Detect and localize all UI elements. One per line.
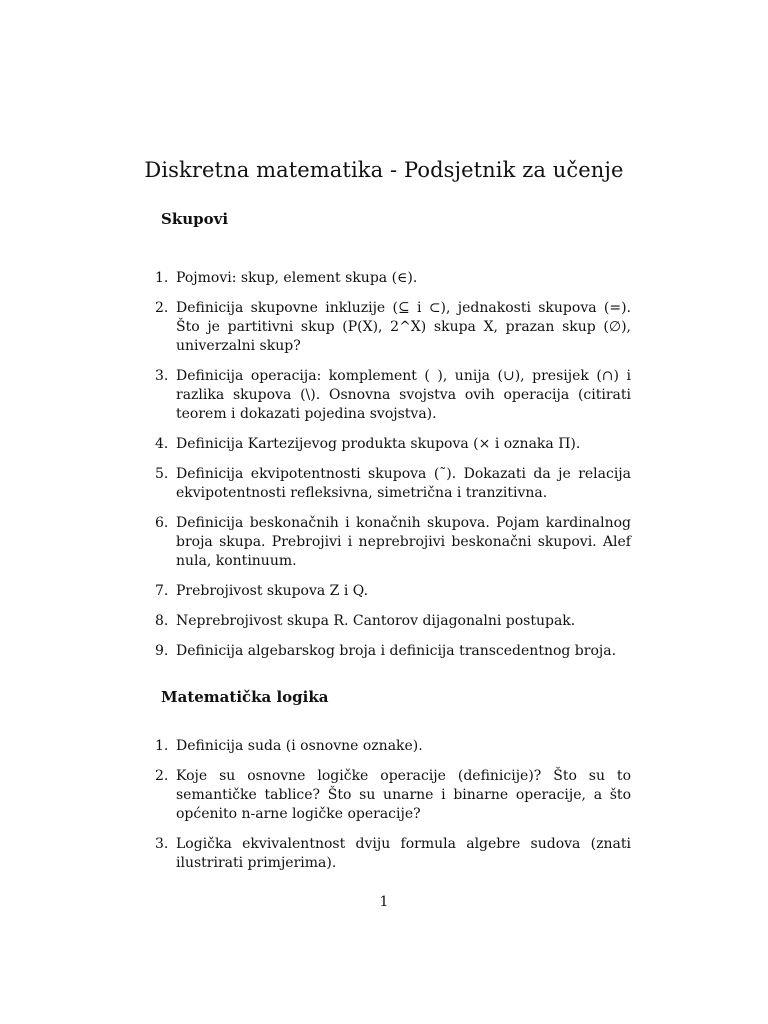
- item-number: 3.: [155, 836, 169, 852]
- list-item: [155, 835, 631, 873]
- item-text: Prebrojivost skupova Z i Q.: [176, 583, 369, 599]
- item-text: Neprebrojivost skupa R. Cantorov dijagonalni postupak.: [176, 613, 576, 629]
- item-number: 3.: [155, 368, 169, 384]
- item-text: Definicija skupovne inkluzije (⊆ i ⊂), jednakosti skupova (=). Što je partitivni skup (P(X), 2^X) skupa X, prazan skup (∅), univerzalni skup?: [176, 300, 631, 354]
- item-text: Definicija suda (i osnovne oznake).: [176, 738, 423, 754]
- item-text: Definicija beskonačnih i konačnih skupova. Pojam kardinalnog broja skupa. Prebrojivi i neprebrojivi beskonačni skupovi. Alef nula, kontinuum.: [176, 515, 631, 569]
- item-number: 1.: [155, 738, 169, 754]
- item-number: 5.: [155, 466, 169, 482]
- item-number: 6.: [155, 515, 169, 531]
- list-item: [155, 514, 631, 571]
- item-text: Definicija ekvipotentnosti skupova (˜). Dokazati da je relacija ekvipotentnosti refleksivna, simetrična i tranzitivna.: [176, 466, 631, 501]
- list-item: [155, 465, 631, 503]
- list-item: [155, 299, 631, 356]
- item-text: Definicija operacija: komplement ( ), unija (∪), presijek (∩) i razlika skupova (\). Osnovna svojstva ovih operacija (citirati teorem i dokazati pojedina svojstva).: [176, 368, 631, 422]
- item-number: 4.: [155, 436, 169, 452]
- section-heading: Matematička logika: [161, 688, 329, 706]
- item-text: Pojmovi: skup, element skupa (∈).: [176, 270, 418, 286]
- document-title: Diskretna matematika - Podsjetnik za učenje: [144, 158, 624, 182]
- item-number: 8.: [155, 613, 169, 629]
- list-item: [155, 612, 631, 631]
- section-skupovi: [155, 210, 631, 661]
- item-text: Definicija algebarskog broja i definicija transcedentnog broja.: [176, 643, 617, 659]
- item-number: 2.: [155, 300, 169, 316]
- list-item: [155, 435, 631, 454]
- question-list: [155, 269, 631, 661]
- list-item: [155, 582, 631, 601]
- item-text: Definicija Kartezijevog produkta skupova (× i oznaka Π).: [176, 436, 581, 452]
- item-text: Logička ekvivalentnost dviju formula algebre sudova (znati ilustrirati primjerima).: [176, 836, 631, 871]
- list-item: [155, 642, 631, 661]
- item-number: 2.: [155, 768, 169, 784]
- item-number: 1.: [155, 270, 169, 286]
- section-matematicka-logika: [155, 688, 631, 873]
- page-number: 1: [379, 894, 389, 910]
- list-item: [155, 367, 631, 424]
- list-item: [155, 767, 631, 824]
- section-heading: Skupovi: [161, 210, 229, 228]
- question-list: [155, 737, 631, 873]
- item-text: Koje su osnovne logičke operacije (definicije)? Što su to semantičke tablice? Što su unarne i binarne operacije, a što općenito n-arne logičke operacije?: [176, 768, 631, 822]
- item-number: 9.: [155, 643, 169, 659]
- list-item: [155, 269, 631, 288]
- item-number: 7.: [155, 583, 169, 599]
- list-item: [155, 737, 631, 756]
